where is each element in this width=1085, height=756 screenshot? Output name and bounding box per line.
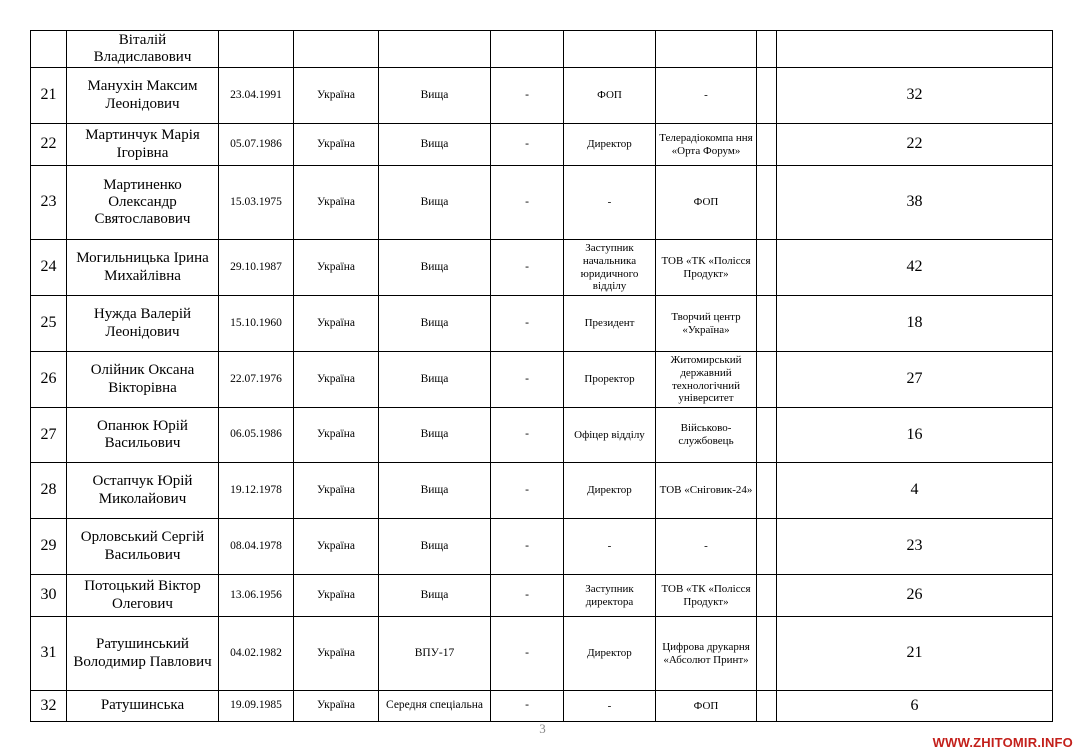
cell-party: - bbox=[491, 408, 564, 463]
cell-position: Директор bbox=[564, 463, 656, 519]
cell-birth: 23.04.1991 bbox=[219, 68, 294, 124]
cell-position: Президент bbox=[564, 296, 656, 352]
cell-party bbox=[491, 31, 564, 68]
cell-workplace: ТОВ «Сніговик-24» bbox=[656, 463, 757, 519]
cell-number: 28 bbox=[31, 463, 67, 519]
cell-party: - bbox=[491, 124, 564, 166]
cell-citizenship: Україна bbox=[294, 519, 379, 575]
cell-education: Вища bbox=[379, 240, 491, 296]
cell-education: Середня спеціальна bbox=[379, 691, 491, 722]
cell-birth: 29.10.1987 bbox=[219, 240, 294, 296]
cell-name: Ратушинська bbox=[67, 691, 219, 722]
cell-workplace: Військово-службовець bbox=[656, 408, 757, 463]
cell-votes: 27 bbox=[777, 352, 1053, 408]
cell-narrow bbox=[757, 68, 777, 124]
cell-name: Орловський Сергій Васильович bbox=[67, 519, 219, 575]
cell-position: - bbox=[564, 166, 656, 240]
cell-birth: 19.12.1978 bbox=[219, 463, 294, 519]
cell-birth: 22.07.1976 bbox=[219, 352, 294, 408]
cell-votes: 18 bbox=[777, 296, 1053, 352]
cell-number: 24 bbox=[31, 240, 67, 296]
cell-party: - bbox=[491, 68, 564, 124]
cell-position bbox=[564, 31, 656, 68]
cell-party: - bbox=[491, 352, 564, 408]
cell-position: Проректор bbox=[564, 352, 656, 408]
cell-narrow bbox=[757, 691, 777, 722]
cell-citizenship: Україна bbox=[294, 166, 379, 240]
cell-position: Директор bbox=[564, 617, 656, 691]
table-row bbox=[31, 575, 1053, 617]
cell-name: Мартинчук Марія Ігорівна bbox=[67, 124, 219, 166]
cell-party: - bbox=[491, 519, 564, 575]
cell-number: 30 bbox=[31, 575, 67, 617]
cell-party: - bbox=[491, 691, 564, 722]
cell-name: Остапчук Юрій Миколайович bbox=[67, 463, 219, 519]
table-row bbox=[31, 124, 1053, 166]
cell-votes: 4 bbox=[777, 463, 1053, 519]
cell-position: - bbox=[564, 691, 656, 722]
cell-position: ФОП bbox=[564, 68, 656, 124]
cell-name: Манухін Максим Леонідович bbox=[67, 68, 219, 124]
cell-votes: 38 bbox=[777, 166, 1053, 240]
cell-votes bbox=[777, 31, 1053, 68]
cell-number: 32 bbox=[31, 691, 67, 722]
cell-narrow bbox=[757, 519, 777, 575]
cell-citizenship: Україна bbox=[294, 463, 379, 519]
cell-citizenship: Україна bbox=[294, 296, 379, 352]
cell-workplace: - bbox=[656, 68, 757, 124]
cell-votes: 22 bbox=[777, 124, 1053, 166]
candidate-table bbox=[30, 30, 1053, 722]
cell-birth: 04.02.1982 bbox=[219, 617, 294, 691]
cell-name: Потоцький Віктор Олегович bbox=[67, 575, 219, 617]
cell-party: - bbox=[491, 296, 564, 352]
cell-birth: 06.05.1986 bbox=[219, 408, 294, 463]
cell-citizenship: Україна bbox=[294, 575, 379, 617]
cell-education: Вища bbox=[379, 575, 491, 617]
cell-narrow bbox=[757, 240, 777, 296]
cell-votes: 16 bbox=[777, 408, 1053, 463]
cell-number bbox=[31, 31, 67, 68]
cell-votes: 6 bbox=[777, 691, 1053, 722]
cell-education: Вища bbox=[379, 68, 491, 124]
table-row bbox=[31, 352, 1053, 408]
cell-narrow bbox=[757, 408, 777, 463]
site-watermark: WWW.ZHITOMIR.INFO bbox=[932, 735, 1073, 750]
cell-name: Олійник Оксана Вікторівна bbox=[67, 352, 219, 408]
cell-position: Заступник директора bbox=[564, 575, 656, 617]
cell-position: Заступник начальника юридичного відділу bbox=[564, 240, 656, 296]
cell-workplace bbox=[656, 31, 757, 68]
cell-number: 29 bbox=[31, 519, 67, 575]
cell-name: Віталій Владиславович bbox=[67, 31, 219, 68]
cell-narrow bbox=[757, 166, 777, 240]
cell-citizenship: Україна bbox=[294, 617, 379, 691]
cell-education: Вища bbox=[379, 296, 491, 352]
cell-name: Могильницька Ірина Михайлівна bbox=[67, 240, 219, 296]
cell-number: 27 bbox=[31, 408, 67, 463]
cell-narrow bbox=[757, 124, 777, 166]
cell-party: - bbox=[491, 617, 564, 691]
cell-birth: 15.10.1960 bbox=[219, 296, 294, 352]
cell-citizenship: Україна bbox=[294, 68, 379, 124]
cell-birth: 15.03.1975 bbox=[219, 166, 294, 240]
cell-citizenship: Україна bbox=[294, 408, 379, 463]
cell-name: Нужда Валерій Леонідович bbox=[67, 296, 219, 352]
cell-number: 21 bbox=[31, 68, 67, 124]
cell-name: Опанюк Юрій Васильович bbox=[67, 408, 219, 463]
cell-votes: 26 bbox=[777, 575, 1053, 617]
cell-number: 25 bbox=[31, 296, 67, 352]
cell-party: - bbox=[491, 463, 564, 519]
table-row bbox=[31, 68, 1053, 124]
cell-workplace: ФОП bbox=[656, 166, 757, 240]
cell-education: Вища bbox=[379, 463, 491, 519]
cell-party: - bbox=[491, 240, 564, 296]
cell-number: 26 bbox=[31, 352, 67, 408]
cell-narrow bbox=[757, 31, 777, 68]
cell-workplace: Цифрова друкарня «Абсолют Принт» bbox=[656, 617, 757, 691]
cell-birth: 13.06.1956 bbox=[219, 575, 294, 617]
table-row-continued bbox=[31, 31, 1053, 68]
table-row bbox=[31, 408, 1053, 463]
cell-birth: 19.09.1985 bbox=[219, 691, 294, 722]
cell-workplace: Телерадіокомпа ння «Орта Форум» bbox=[656, 124, 757, 166]
cell-position: Директор bbox=[564, 124, 656, 166]
cell-birth: 08.04.1978 bbox=[219, 519, 294, 575]
cell-number: 22 bbox=[31, 124, 67, 166]
cell-citizenship: Україна bbox=[294, 240, 379, 296]
cell-votes: 32 bbox=[777, 68, 1053, 124]
cell-education: Вища bbox=[379, 408, 491, 463]
cell-votes: 23 bbox=[777, 519, 1053, 575]
cell-education: ВПУ-17 bbox=[379, 617, 491, 691]
table-row bbox=[31, 296, 1053, 352]
table-row bbox=[31, 617, 1053, 691]
table-row bbox=[31, 691, 1053, 722]
cell-party: - bbox=[491, 166, 564, 240]
cell-workplace: Житомирський державний технологічний університет bbox=[656, 352, 757, 408]
cell-citizenship: Україна bbox=[294, 691, 379, 722]
cell-education: Вища bbox=[379, 124, 491, 166]
cell-narrow bbox=[757, 296, 777, 352]
cell-narrow bbox=[757, 352, 777, 408]
cell-workplace: Творчий центр «Україна» bbox=[656, 296, 757, 352]
cell-narrow bbox=[757, 575, 777, 617]
cell-birth: 05.07.1986 bbox=[219, 124, 294, 166]
cell-position: Офіцер відділу bbox=[564, 408, 656, 463]
table-body bbox=[31, 31, 1053, 722]
cell-narrow bbox=[757, 463, 777, 519]
cell-number: 31 bbox=[31, 617, 67, 691]
cell-citizenship: Україна bbox=[294, 124, 379, 166]
table-row bbox=[31, 463, 1053, 519]
cell-education: Вища bbox=[379, 352, 491, 408]
cell-votes: 42 bbox=[777, 240, 1053, 296]
page-number: 3 bbox=[539, 721, 546, 736]
cell-name: Мартиненко Олександр Святославович bbox=[67, 166, 219, 240]
cell-education bbox=[379, 31, 491, 68]
cell-workplace: ТОВ «ТК «Полісся Продукт» bbox=[656, 575, 757, 617]
cell-citizenship: Україна bbox=[294, 352, 379, 408]
cell-votes: 21 bbox=[777, 617, 1053, 691]
cell-position: - bbox=[564, 519, 656, 575]
cell-number: 23 bbox=[31, 166, 67, 240]
cell-narrow bbox=[757, 617, 777, 691]
table-row bbox=[31, 519, 1053, 575]
cell-name: Ратушинський Володимир Павлович bbox=[67, 617, 219, 691]
cell-education: Вища bbox=[379, 166, 491, 240]
cell-birth bbox=[219, 31, 294, 68]
cell-party: - bbox=[491, 575, 564, 617]
table-row bbox=[31, 240, 1053, 296]
table-row bbox=[31, 166, 1053, 240]
cell-workplace: - bbox=[656, 519, 757, 575]
cell-citizenship bbox=[294, 31, 379, 68]
cell-workplace: ФОП bbox=[656, 691, 757, 722]
cell-workplace: ТОВ «ТК «Полісся Продукт» bbox=[656, 240, 757, 296]
cell-education: Вища bbox=[379, 519, 491, 575]
